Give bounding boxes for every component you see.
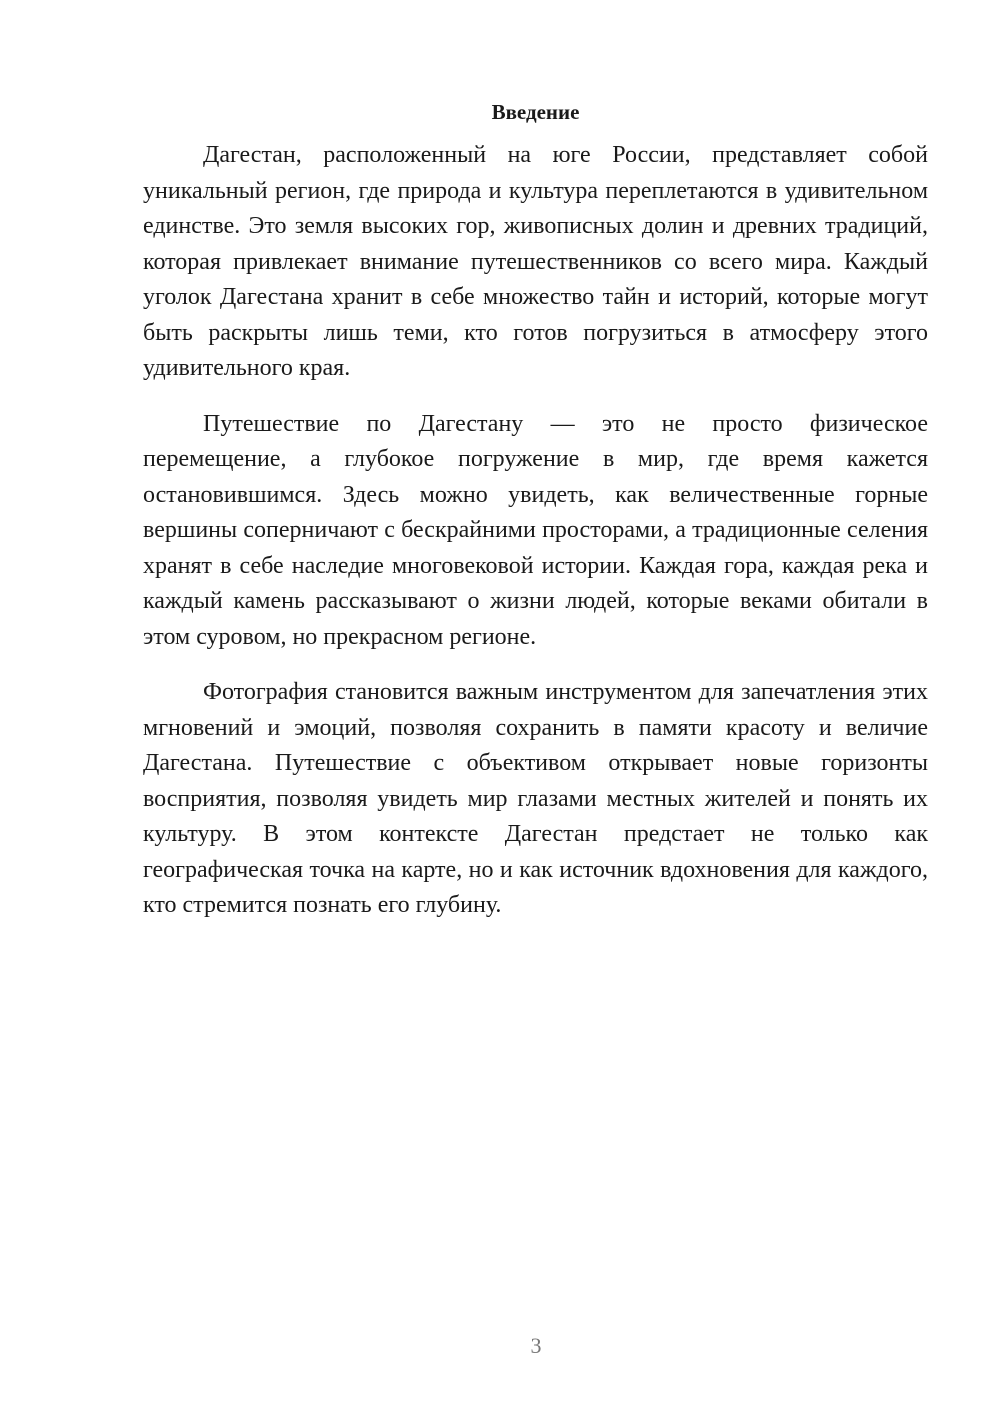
paragraph-1: Дагестан, расположенный на юге России, представляет собой уникальный регион, где природа и культура переплетаются в удивительном единстве. Это земля высоких гор, живописных долин и древних традиций, которая привлекает внимание путешественников со всего мира. Каждый уголок Дагестана хранит в себе множество тайн и историй, которые могут быть раскрыты лишь теми, кто готов погрузиться в атмосферу этого удивительного края. [143, 142, 928, 381]
section-heading: Введение [491, 100, 580, 124]
paragraph-2: Путешествие по Дагестану — это не просто физическое перемещение, а глубокое погружение в мир, где время кажется остановившимся. Здесь можно увидеть, как величественные горные вершины соперничают с бескрайними просторами, а традиционные селения хранят в себе наследие многовековой истории. Каждая гора, каждая река и каждый камень рассказывают о жизни людей, которые веками обитали в этом суровом, но прекрасном регионе. [143, 410, 928, 650]
page-content [143, 97, 928, 944]
paragraph-3: Фотография становится важным инструментом для запечатления этих мгновений и эмоций, позволяя сохранить в памяти красоту и величие Дагестана. Путешествие с объективом открывает новые горизонты восприятия, позволяя увидеть мир глазами местных жителей и понять их культуру. В этом контексте Дагестан предстает не только как географическая точка на карте, но и как источник вдохновения для каждого, кто стремится познать его глубину. [143, 679, 928, 918]
page-number: 3 [530, 1333, 542, 1358]
